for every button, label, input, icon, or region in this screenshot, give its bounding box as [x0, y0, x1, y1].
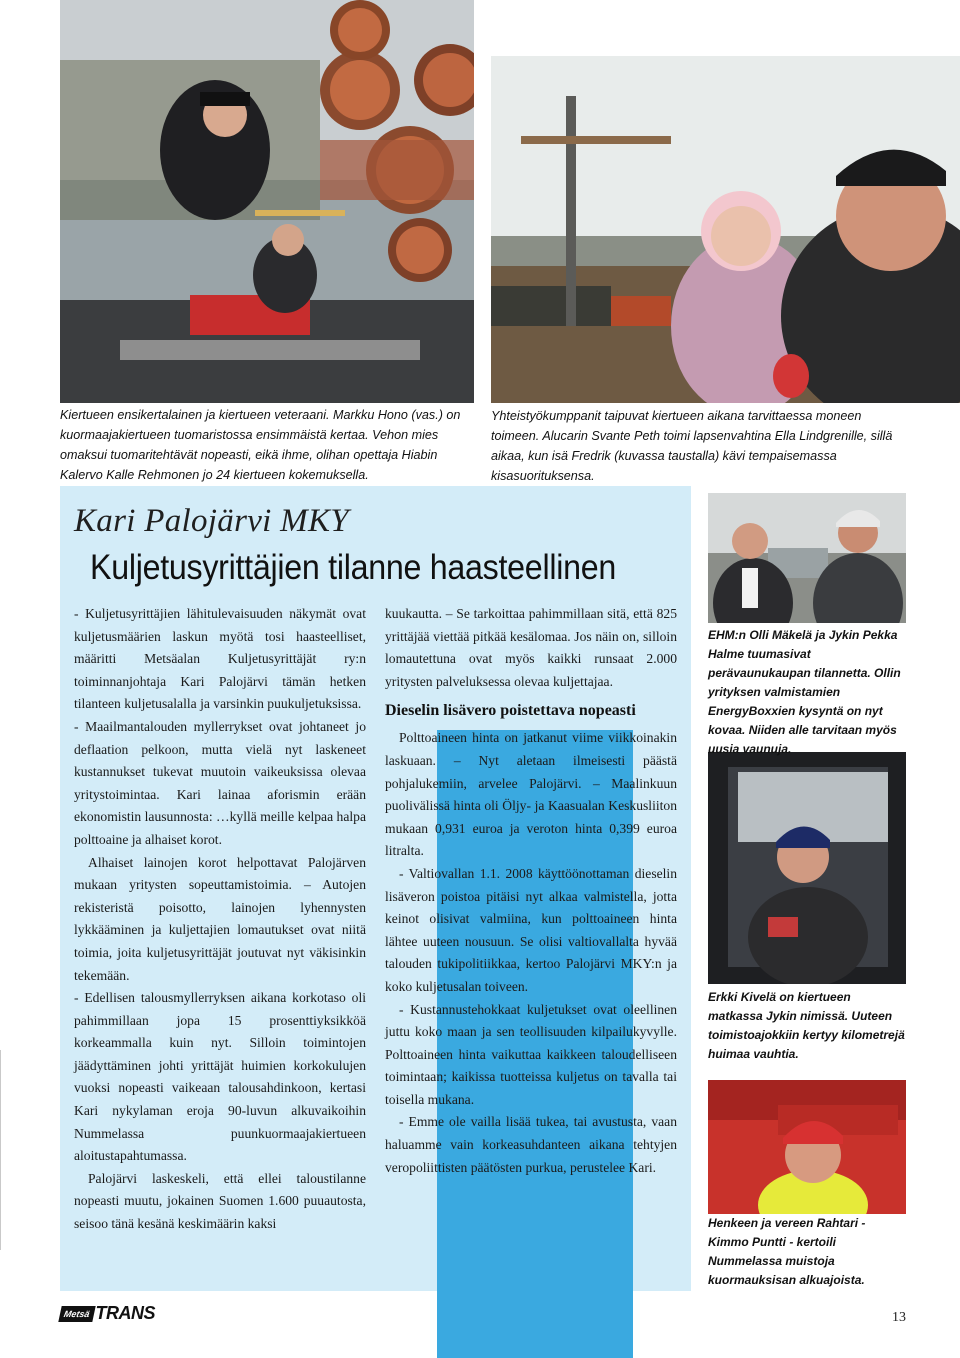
article-subhead: Dieselin lisävero poistettava nopeasti [385, 702, 636, 720]
photo-driver-in-truck-cab-icon [708, 752, 906, 984]
photo-man-at-red-truck [708, 1080, 906, 1214]
paragraph: - Kustannustehokkaat kuljetukset ovat oleellinen juttu koko maan ja sen teollisuuden kilpailukyvylle. Polttoaineen hinta vaikuttaa kaikkeen taloudelliseen toimintaan; kaikissa tuotteissa kuljetus on tavalla tai toisella mukana. [385, 1001, 677, 1107]
article-headline: Kuljetusyrittäjien tilanne haasteellinen [90, 548, 616, 587]
paragraph: - Maailmantalouden myllerrykset ovat johtaneet jo deflaation pelkoon, mutta vielä nyt laskeneet kustannukset tukevat muutoin vaikeuksissa olevaa yritystoimintaa. Kari lainaa aforismin erään ekonomistin lausunnosta: …kyllä meille kelpaa halpa polttoaine ja alhaiset korot. [74, 718, 366, 847]
paragraph: Palojärvi laskeskeli, että ellei taloustilanne nopeasti muutu, jokainen Suomen 1.600 puuautosta, seisoo tänä kesänä keskimäärin kaksi [74, 1170, 366, 1232]
publication-logo [60, 1303, 155, 1324]
photo-child-with-grandfather [491, 56, 960, 403]
paragraph: - Kuljetusyrittäjien lähitulevaisuuden näkymät ovat kuljetusmäärien laskun myötä tosi haasteelliset, määritti Metsäalan Kuljetusyrittäjät ry:n toiminnanjohtaja Kari Palojärvi tämän hetken tilanteen kuljetusalalla ja varsinkin puukuljetuksissa. [74, 606, 366, 712]
caption-top-right: Yhteistyökumppanit taipuvat kiertueen aikana tarvittaessa moneen toimeen. Alucarin Svante Peth toimi lapsenvahtina Ella Lindgrenille, sillä aikaa, kun isä Fredrik (kuvassa taustalla) kävi tempaisemassa kisasuorituksensa. [491, 409, 893, 483]
paragraph: Alhaiset lainojen korot helpottavat Palojärven mukaan yritysten sopeuttamistoimia. – Autojen rekisteristä poisotto, lainojen lyhennysten lykkääminen ja kuljettajien lomautukset ovat niitä toimia, joita kuljetusyrittäjät joutuvat nyt väkisinkin tekemään. [74, 854, 366, 983]
photo-two-men-outdoors-icon [708, 493, 906, 623]
photo-loading-logs-icon [60, 0, 474, 403]
photo-two-men-outdoors [708, 493, 906, 623]
article-column-2 [385, 603, 677, 1179]
caption-top-left: Kiertueen ensikertalainen ja kiertueen veteraani. Markku Hono (vas.) on kuormaajakiertueen tuomaristossa ensimmäistä kertaa. Vehon mies omaksui tuomaritehtävät nopeasti, eikä ihme, olihan opettaja Hiabin Kalervo Kalle Rehmonen jo 24 kiertueen kokemuksella. [60, 408, 461, 482]
article-column-1 [74, 603, 366, 1236]
logo-text: TRANS [95, 1303, 156, 1323]
photo-child-with-grandfather-icon [491, 56, 960, 403]
photo-loading-logs [60, 0, 474, 403]
paragraph: - Valtiovallan 1.1. 2008 käyttöönottaman dieselin lisäveron poistoa pitäisi nyt alkaa valmistella, jotta keinot olisivat valmiina, kun polttoaineen hinta lähtee uuteen nousuun. Se olisi valtiovallalta hyvää talouden tukipolitiikkaa, kertoo Palojärvi MKY:n ja koko kuljetusalan toiveen. [385, 865, 677, 994]
caption-side-3: Henkeen ja vereen Rahtari - Kimmo Puntti - kertoili Nummelassa muistoja kuormauksisan alkuajoista. [708, 1216, 866, 1287]
paragraph: kuukautta. – Se tarkoittaa pahimmillaan sitä, että 825 yrittäjää viettää pitkää kesälomaa. Jos näin on, silloin lomautettuna ovat myös kaikki runsaat 2.000 yritysten palveluksessa olevaa kuljettajaa. [385, 606, 677, 689]
logo-badge: Metsä [58, 1306, 95, 1322]
paragraph: - Emme ole vailla lisää tukea, tai avustusta, vaan haluamme vain korkeasuhdanteen aikana tehtyjen veropoliittisten päätösten purkua, perustelee Kari. [385, 1114, 677, 1175]
article-byline: Kari Palojärvi MKY [74, 503, 349, 539]
paragraph: Polttoaineen hinta on jatkanut viime viikkoinakin laskuaan. – Nyt aletaan ilmeisesti päästä pohjalukemiin, arvelee Palojärvi. – Maalinkuun puolivälissä hinta oli Öljy- ja Kaasualan Keskusliiton mukaan 0,931 euroa ja veroton hinta 0,399 euroa litralta. [385, 730, 677, 859]
page-number: 13 [892, 1310, 906, 1325]
caption-side-1: EHM:n Olli Mäkelä ja Jykin Pekka Halme tuumasivat perävaunukaupan tilannetta. Ollin yrityksen valmistamien EnergyBoxxien kysyntä on nyt kovaa. Niiden alle tarvitaan myös uusia vaunuja. [708, 628, 901, 756]
photo-man-at-red-truck-icon [708, 1080, 906, 1214]
paragraph: - Edellisen talousmyllerryksen aikana korkotaso oli pahimmillaan jopa 15 prosenttiyksikköä korkeammalla kuin nyt. Silloin toimintojen jäädyttäminen johti yrittäjät huimien korkokulujen vuoksi nopeasti vaikeaan talousahdinkoon, kertasi Kari nykylaman eroja 90-luvun alkuvaikoihin Nummelassa puunkuormaajakiertueen aloitustapahtumassa. [74, 990, 366, 1164]
caption-side-2: Erkki Kivelä on kiertueen matkassa Jykin nimissä. Uuteen toimistoajokkiin kertyy kilometrejä huimaa vauhtia. [708, 990, 905, 1061]
photo-driver-in-truck-cab [708, 752, 906, 984]
page-edge-rule [0, 1050, 1, 1250]
